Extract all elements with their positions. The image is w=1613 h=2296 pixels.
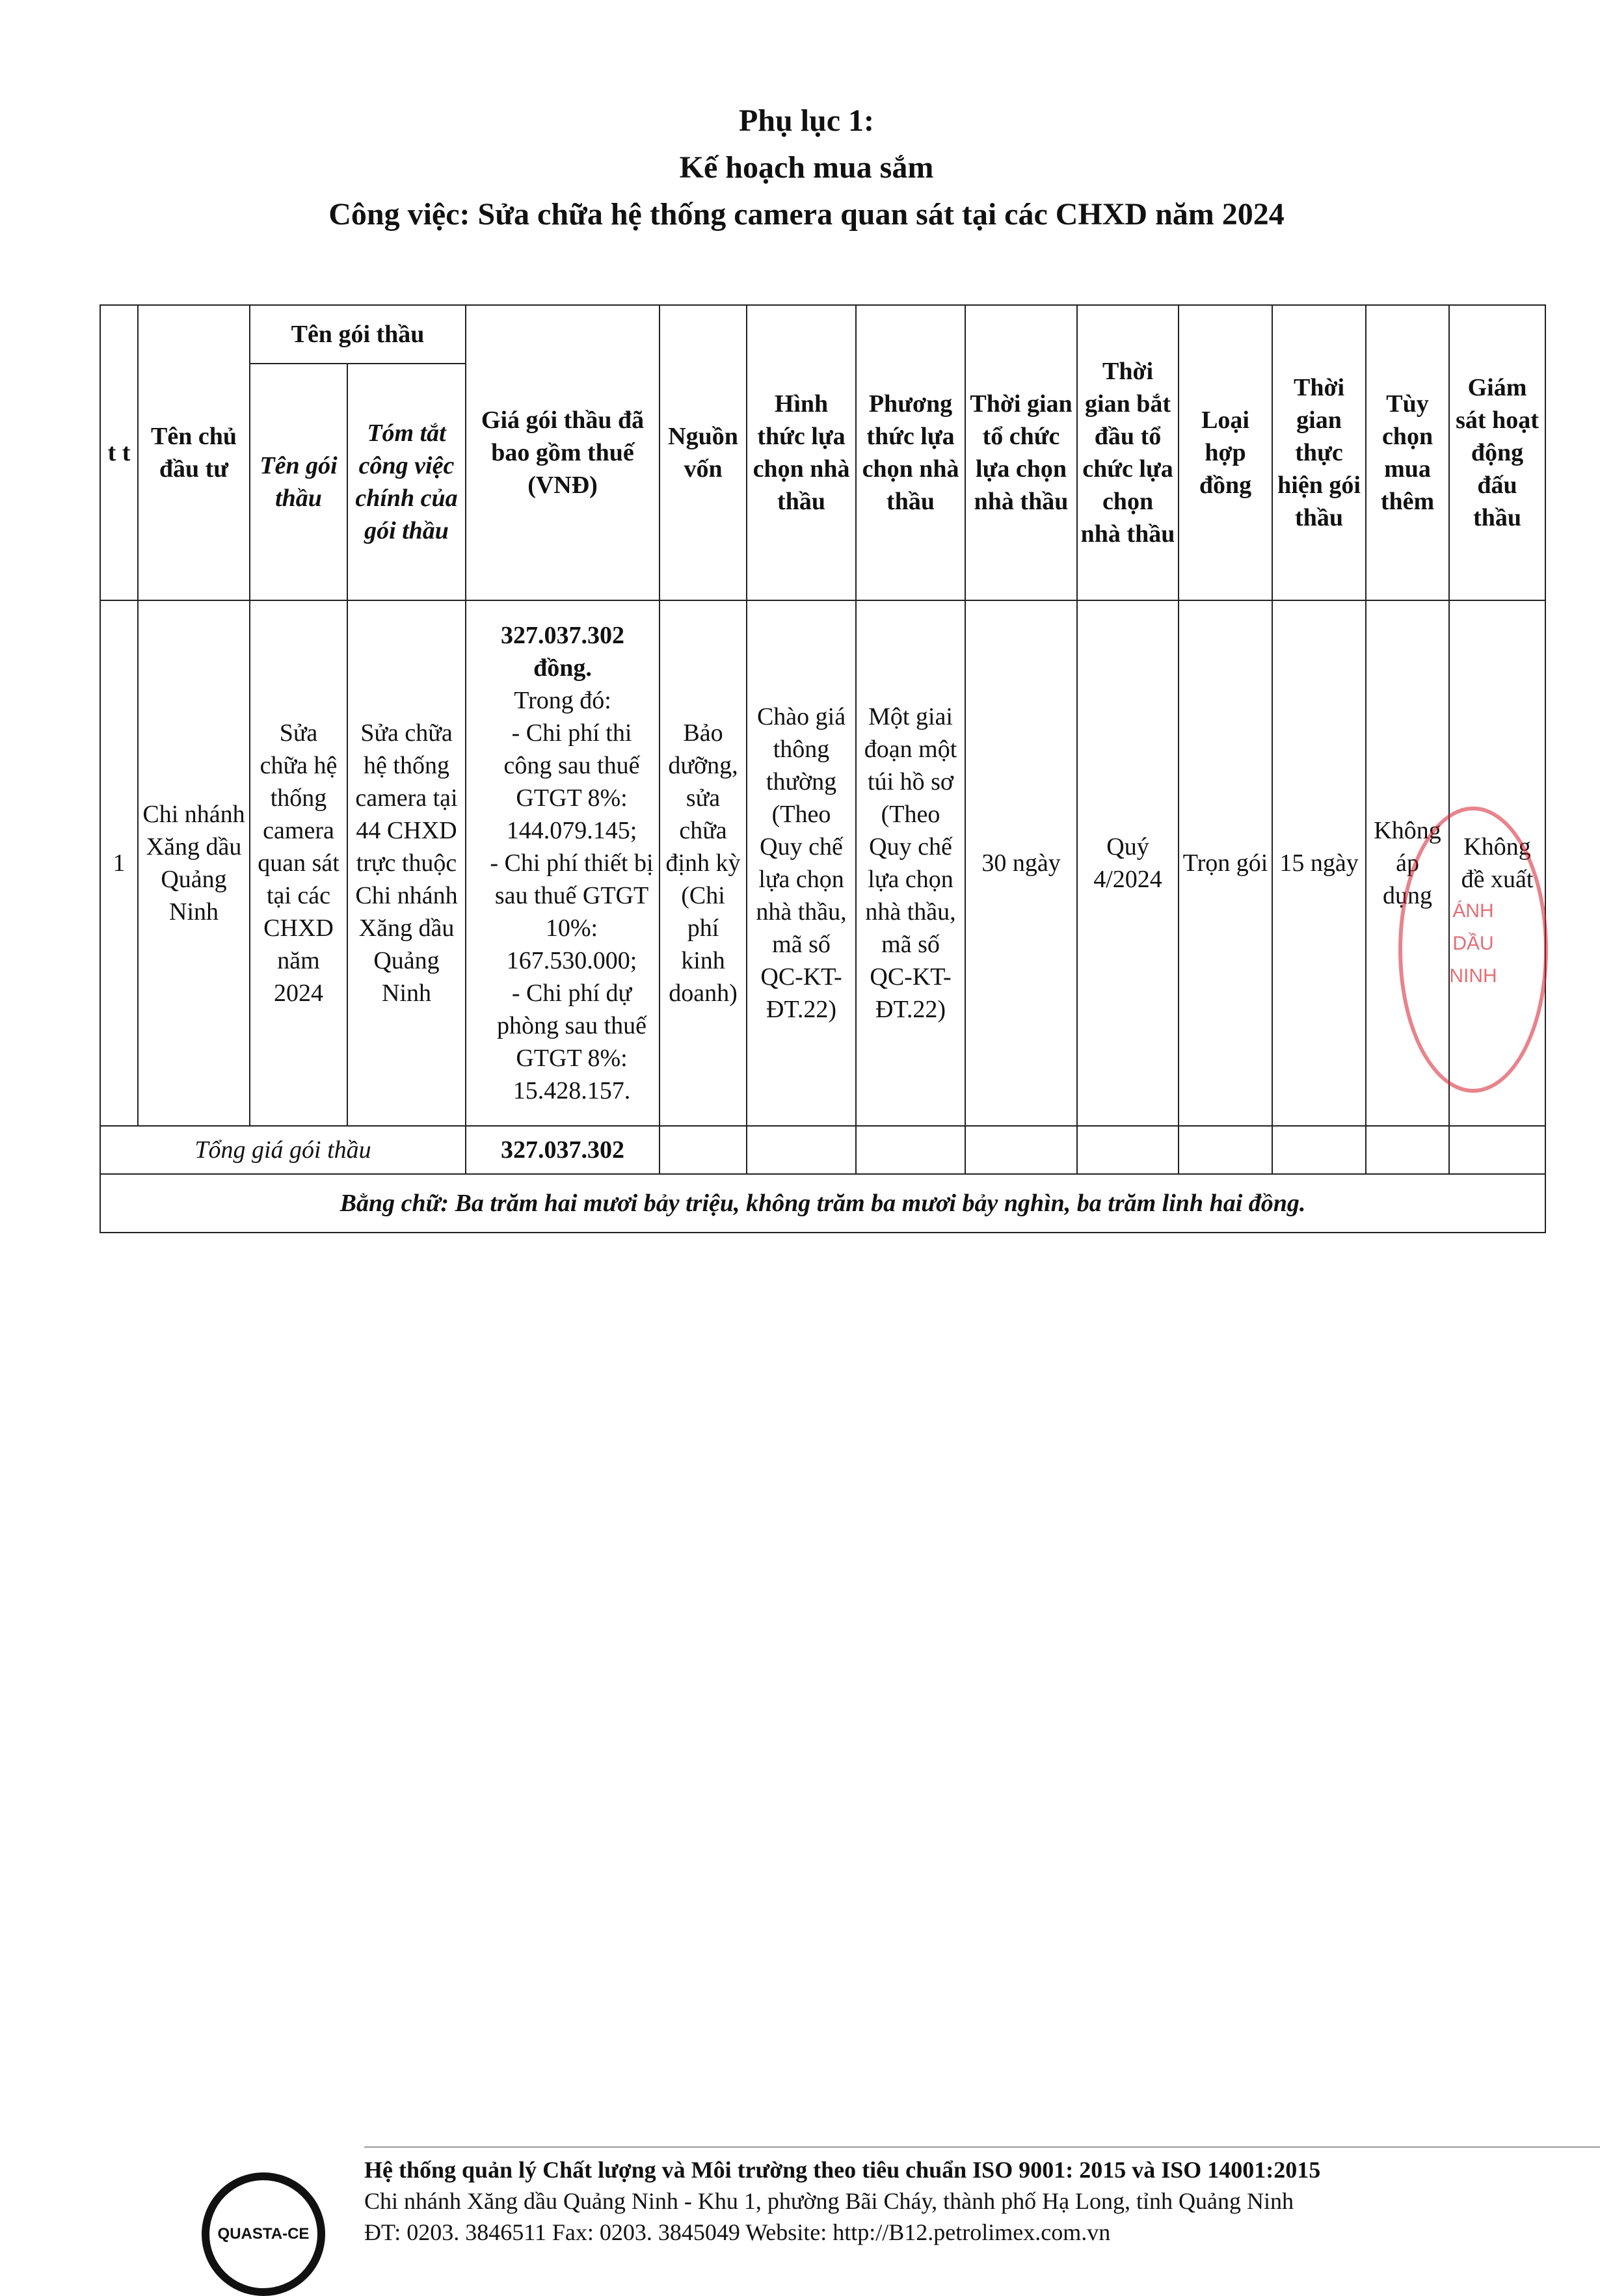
cell-investor: Chi nhánh Xăng dầu Quảng Ninh [138, 600, 250, 1126]
header-option: Tùy chọn mua thêm [1366, 305, 1449, 600]
footer-iso-line: Hệ thống quản lý Chất lượng và Môi trường theo tiêu chuẩn ISO 9001: 2015 và ISO 14001:2015 [364, 2157, 1321, 2183]
total-empty-cell [856, 1126, 965, 1174]
footer-divider [364, 2146, 1600, 2148]
stamp-line: NINH [1449, 965, 1497, 987]
stamp-line: ÁNH [1452, 900, 1494, 922]
amount-in-words: Bằng chữ: Ba trăm hai mươi bảy triệu, không trăm ba mươi bảy nghìn, ba trăm linh hai đồng. [100, 1174, 1545, 1233]
header-start-time: Thời gian bắt đầu tổ chức lựa chọn nhà thầu [1077, 305, 1179, 600]
cell-price [466, 600, 660, 1126]
procurement-plan-table [100, 304, 1546, 1233]
header-package-summary: Tóm tắt công việc chính của gói thầu [347, 364, 466, 600]
header-tt: t t [100, 305, 138, 600]
total-row [100, 1126, 1545, 1174]
cell-contract-type: Trọn gói [1179, 600, 1272, 1126]
cell-package-name: Sửa chữa hệ thống camera quan sát tại các CHXD năm 2024 [250, 600, 347, 1126]
total-empty-cell [1272, 1126, 1366, 1174]
total-empty-cell [660, 1126, 747, 1174]
total-value: 327.037.302 [466, 1126, 660, 1174]
cell-duration: 30 ngày [965, 600, 1077, 1126]
cell-exec-time: 15 ngày [1272, 600, 1366, 1126]
work-title: Công việc: Sửa chữa hệ thống camera quan sát tại các CHXD năm 2024 [328, 197, 1285, 232]
header-supervision: Giám sát hoạt động đấu thầu [1449, 305, 1545, 600]
logo-text: QUASTA-CE [215, 2225, 312, 2243]
document-title-block [0, 98, 1613, 238]
total-empty-cell [1077, 1126, 1179, 1174]
header-exec-time: Thời gian thực hiện gói thầu [1272, 305, 1366, 600]
footer-contact-line: ĐT: 0203. 3846511 Fax: 0203. 3845049 Website: http://B12.petrolimex.com.vn [364, 2219, 1111, 2245]
stamp-line: DẦU [1452, 933, 1494, 954]
price-item-construction: - Chi phí thi công sau thuế GTGT 8%: 144.079.145; [503, 719, 640, 844]
appendix-title: Phụ lục 1: [738, 103, 875, 138]
cell-funding: Bảo dưỡng, sửa chữa định kỳ (Chi phí kinh doanh) [660, 600, 747, 1126]
footer-address-line: Chi nhánh Xăng dầu Quảng Ninh - Khu 1, phường Bãi Cháy, thành phố Hạ Long, tỉnh Quảng Ninh [364, 2188, 1294, 2214]
price-item-equipment: - Chi phí thiết bị sau thuế GTGT 10%: 167.530.000; [490, 849, 654, 974]
header-form: Hình thức lựa chọn nhà thầu [747, 305, 856, 600]
cell-tt: 1 [100, 600, 138, 1126]
header-package-group: Tên gói thầu [250, 305, 466, 364]
footer-text [364, 2154, 1320, 2248]
cell-start-time: Quý 4/2024 [1077, 600, 1179, 1126]
page-footer [202, 2146, 1541, 2245]
cell-form: Chào giá thông thường (Theo Quy chế lựa chọn nhà thầu, mã số QC-KT-ĐT.22) [747, 600, 856, 1126]
price-intro: Trong đó: [514, 687, 611, 714]
plan-title: Kế hoạch mua sắm [679, 150, 934, 185]
header-price: Giá gói thầu đã bao gồm thuế (VNĐ) [466, 305, 660, 600]
cell-method: Một giai đoạn một túi hồ sơ (Theo Quy chế lựa chọn nhà thầu, mã số QC-KT-ĐT.22) [856, 600, 965, 1126]
cell-supervision: Không đề xuất [1449, 600, 1545, 1126]
total-empty-cell [965, 1126, 1077, 1174]
quasta-logo [202, 2172, 325, 2296]
cell-package-summary: Sửa chữa hệ thống camera tại 44 CHXD trực thuộc Chi nhánh Xăng dầu Quảng Ninh [347, 600, 466, 1126]
total-empty-cell [1179, 1126, 1272, 1174]
total-empty-cell [1366, 1126, 1449, 1174]
header-funding: Nguồn vốn [660, 305, 747, 600]
header-package-name: Tên gói thầu [250, 364, 347, 600]
total-empty-cell [747, 1126, 856, 1174]
header-investor: Tên chủ đầu tư [138, 305, 250, 600]
price-item-contingency: - Chi phí dự phòng sau thuế GTGT 8%: 15.428.157. [496, 980, 647, 1104]
header-method: Phương thức lựa chọn nhà thầu [856, 305, 965, 600]
cell-option: Không áp dụng [1366, 600, 1449, 1126]
table-row [100, 600, 1545, 1126]
words-row [100, 1174, 1545, 1233]
header-contract-type: Loại hợp đồng [1179, 305, 1272, 600]
total-label: Tổng giá gói thầu [100, 1126, 466, 1174]
header-row-1 [100, 305, 1545, 364]
header-duration: Thời gian tổ chức lựa chọn nhà thầu [965, 305, 1077, 600]
total-empty-cell [1449, 1126, 1545, 1174]
price-total: 327.037.302 đồng. [501, 622, 625, 682]
